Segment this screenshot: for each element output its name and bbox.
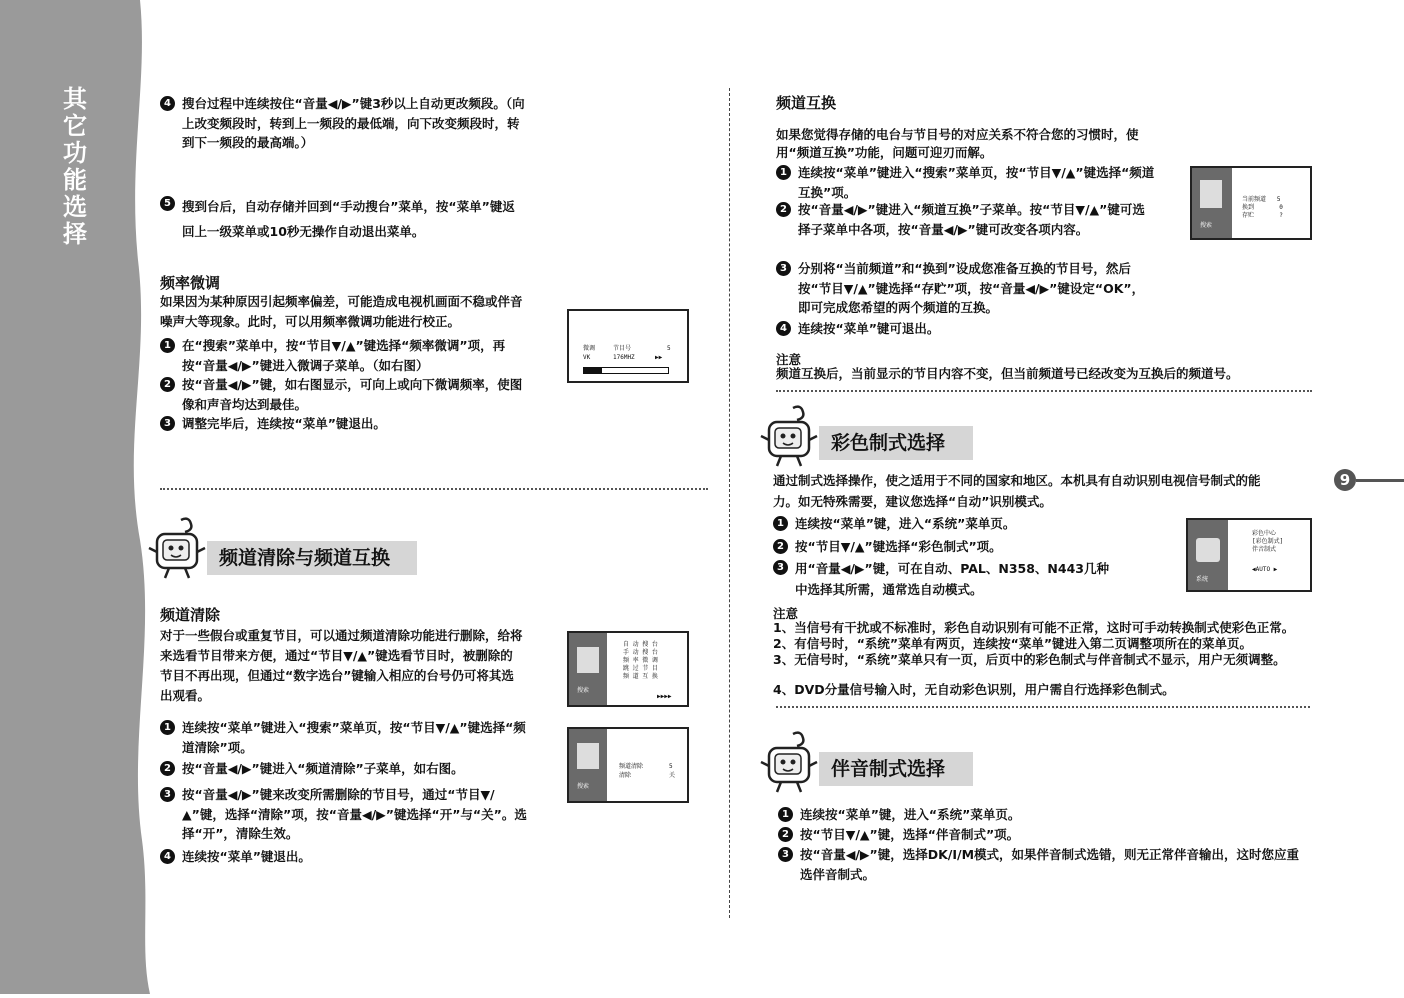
step-4: 4 搜台过程中连续按住“音量◀/▶”键3秒以上自动更改频段。（向上改变频段时，转到上一频段的最低端，向下改变频段时，转到下一频段的最高端。） [160, 94, 525, 153]
divider [776, 390, 1312, 392]
screen-side-label: 系统 [1196, 576, 1209, 583]
color-system-screen [1186, 518, 1312, 592]
channel-swap-screen [1190, 166, 1312, 240]
section-sound-system: 伴音制式选择 [819, 752, 973, 786]
search-menu-screen [567, 631, 689, 707]
color-note-3: 3、无信号时，“系统”菜单只有一页，后页中的彩色制式与伴音制式不显示，用户无须调整。 [773, 652, 1286, 667]
divider [776, 706, 1310, 708]
screen-value: 176MHZ [613, 354, 635, 361]
screen-arrows: ▶▶▶▶ [657, 693, 672, 700]
swap-step-1: 1 连续按“菜单”键进入“搜索”菜单页，按“节目▼/▲”键选择“频道互换”项。 [776, 163, 1156, 202]
color-note-2: 2、有信号时，“系统”菜单有两页，连续按“菜单”键进入第二页调整项所在的菜单页。 [773, 636, 1253, 651]
sound-step-3: 3 按“音量◀/▶”键，选择DK/I/M模式，如果伴音制式选错，则无正常伴音输出，这时您应重选伴音制式。 [778, 845, 1303, 884]
channel-swap-heading: 频道互换 [776, 94, 837, 112]
screen-label: 节目号 [613, 345, 632, 352]
screen-value: ◀AUTO ▶ [1252, 566, 1278, 573]
screen-row: 清除 [619, 772, 632, 779]
screen-value: 5 [667, 345, 671, 352]
clear-step-4: 4 连续按“菜单”键退出。 [160, 847, 535, 867]
screen-value: 5 [669, 763, 673, 770]
fine-tune-intro: 如果因为某种原因引起频率偏差，可能造成电视机画面不稳或伴音噪声大等现象。此时，可以用频率微调功能进行校正。 [160, 294, 523, 329]
swap-note-title: 注意 [776, 352, 802, 367]
swap-step-4: 4 连续按“菜单”键可退出。 [776, 319, 1156, 339]
fine-step-3: 3 调整完毕后，连续按“菜单”键退出。 [160, 414, 530, 434]
fine-step-2: 2 按“音量◀/▶”键，如右图显示，可向上或向下微调频率，使图像和声音均达到最佳。 [160, 375, 530, 414]
color-note-1: 1、当信号有干扰或不标准时，彩色自动识别有可能不正常，这时可手动转换制式使彩色正常。 [773, 620, 1295, 635]
screen-row: 频道清除 [619, 763, 644, 770]
section-color-system: 彩色制式选择 [819, 426, 973, 460]
channel-clear-screen [567, 727, 689, 803]
swap-step-2: 2 按“音量◀/▶”键进入“频道互换”子菜单。按“节目▼/▲”键可选择子菜单中各项，按“音量◀/▶”键可改变各项内容。 [776, 200, 1156, 239]
swap-note: 频道互换后，当前显示的节目内容不变，但当前频道号已经改变为互换后的频道号。 [776, 366, 1239, 381]
screen-side-label: 搜索 [1200, 222, 1213, 229]
fine-tune-heading: 频率微调 [160, 274, 221, 292]
screen-menu: 当前频道 5 换到 0 存贮 ? [1242, 196, 1283, 219]
channel-swap-intro: 如果您觉得存储的电台与节目号的对应关系不符合您的习惯时，使用“频道互换”功能，问题可迎刃而解。 [776, 127, 1139, 160]
mascot-tv-icon [755, 402, 825, 472]
screen-menu: 自 动 搜 台 手 动 搜 台 频 率 微 调 跳 过 节 目 频 道 互 换 [623, 641, 658, 680]
fine-tune-screen [567, 309, 689, 383]
color-system-intro: 通过制式选择操作，使之适用于不同的国家和地区。本机具有自动识别电视信号制式的能力。如无特殊需要，建议您选择“自动”识别模式。 [773, 473, 1261, 509]
section-channel-clear-swap: 频道清除与频道互换 [207, 541, 417, 575]
mascot-tv-icon [143, 514, 213, 584]
screen-menu: 彩色中心 [彩色制式] 伴音制式 [1252, 530, 1284, 553]
swap-step-3: 3 分别将“当前频道”和“换到”设成您准备互换的节目号，然后按“节目▼/▲”键选择“存贮”项，按“音量◀/▶”键设定“OK”，即可完成您希望的两个频道的互换。 [776, 259, 1156, 318]
screen-side-label: 搜索 [577, 687, 590, 694]
channel-clear-intro: 对于一些假台或重复节目，可以通过频道清除功能进行删除，给将来选看节目带来方便，通过“节目▼/▲”键选看节目时，被删除的节目不再出现，但通过“数字选台”键输入相应的台号仍可将其选出观看。 [160, 628, 523, 703]
mascot-tv-icon [755, 728, 825, 798]
color-note-4: 4、DVD分量信号输入时，无自动彩色识别，用户需自行选择彩色制式。 [773, 682, 1175, 697]
page-number: 9 [1334, 469, 1356, 491]
screen-label: VK [583, 354, 591, 361]
center-fold-line [729, 88, 730, 918]
screen-value: 关 [669, 772, 676, 779]
sidebar-title: 其 它 功 能 选 择 [63, 85, 87, 248]
fine-tune-bar [583, 367, 669, 374]
sound-step-2: 2 按“节目▼/▲”键，选择“伴音制式”项。 [778, 825, 1318, 845]
clear-step-1: 1 连续按“菜单”键进入“搜索”菜单页，按“节目▼/▲”键选择“频道清除”项。 [160, 718, 535, 757]
play-arrows-icon: ▶▶ [655, 354, 663, 361]
page-number-line [1356, 479, 1404, 482]
screen-side-label: 搜索 [577, 783, 590, 790]
fine-step-1: 1 在“搜索”菜单中，按“节目▼/▲”键选择“频率微调”项，再按“音量◀/▶”键进入微调子菜单。（如右图） [160, 336, 530, 375]
clear-step-3: 3 按“音量◀/▶”键来改变所需删除的节目号，通过“节目▼/▲”键，选择“清除”项，按“音量◀/▶”键选择“开”与“关”。选择“开”，清除生效。 [160, 785, 535, 844]
step-5: 5 搜到台后，自动存储并回到“手动搜台”菜单，按“菜单”键返回上一级菜单或10秒无操作自动退出菜单。 [160, 194, 525, 244]
color-step-3: 3 用“音量◀/▶”键，可在自动、PAL、N358、N443几种中选择其所需，通常选自动模式。 [773, 558, 1113, 600]
divider [160, 488, 708, 490]
channel-clear-heading: 频道清除 [160, 606, 221, 624]
color-step-1: 1 连续按“菜单”键，进入“系统”菜单页。 [773, 514, 1133, 534]
clear-step-2: 2 按“音量◀/▶”键进入“频道清除”子菜单，如右图。 [160, 759, 535, 779]
sound-step-1: 1 连续按“菜单”键，进入“系统”菜单页。 [778, 805, 1318, 825]
color-note-title: 注意 [773, 606, 799, 621]
screen-label: 微调 [583, 345, 596, 352]
color-step-2: 2 按“节目▼/▲”键选择“彩色制式”项。 [773, 537, 1133, 557]
